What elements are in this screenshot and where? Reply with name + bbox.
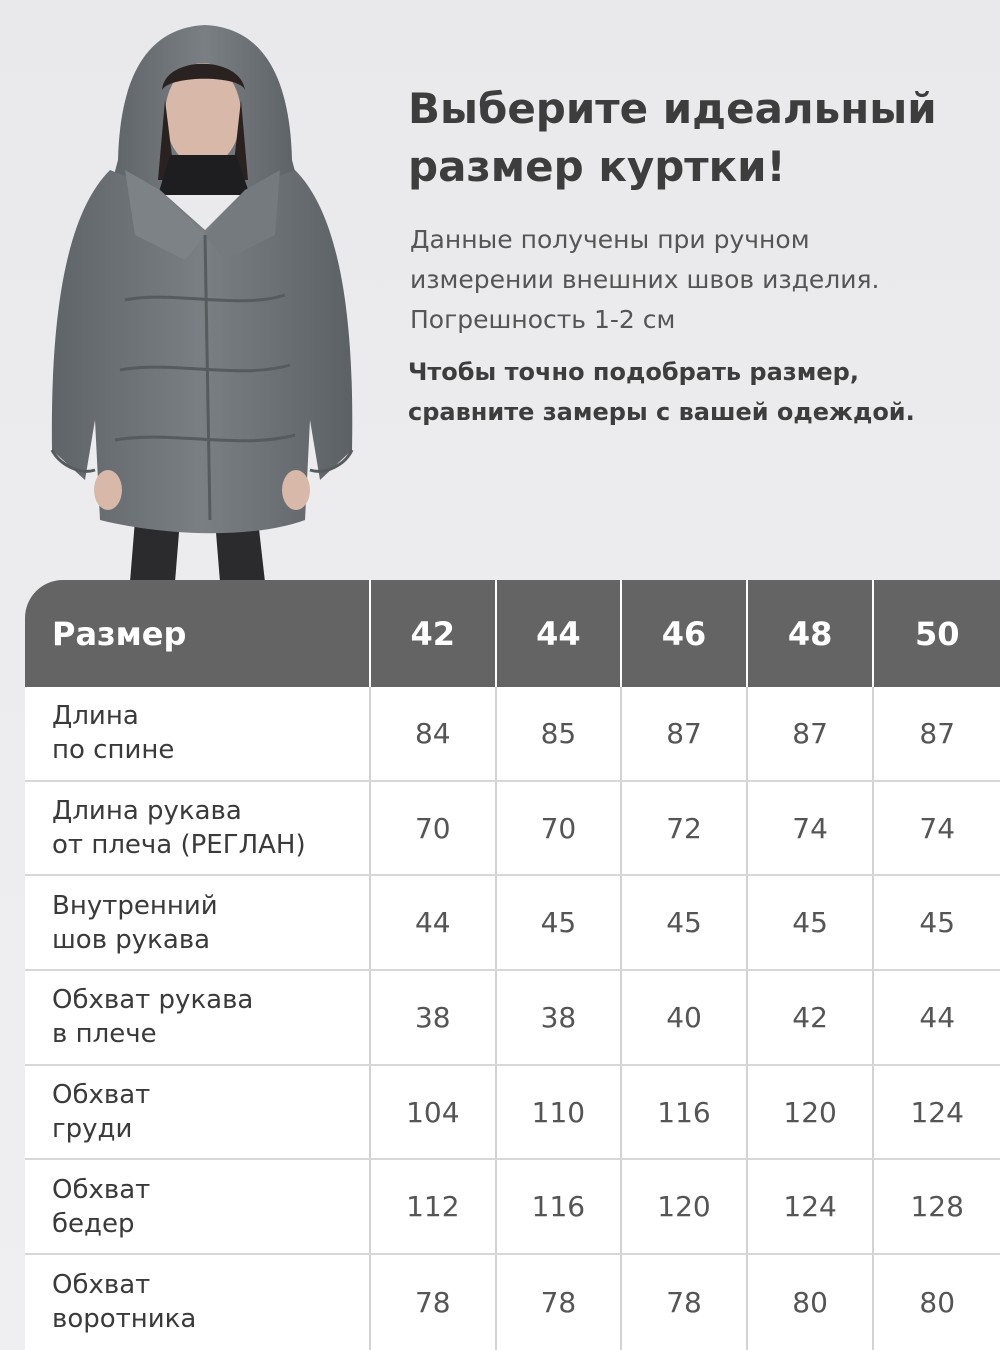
headline xyxy=(408,80,988,196)
fit-note xyxy=(408,352,998,432)
row-label-line: от плеча (РЕГЛАН) xyxy=(52,830,306,861)
table-cell: 40 xyxy=(622,971,748,1064)
row-label-line: груди xyxy=(52,1114,133,1145)
table-row xyxy=(25,1160,1000,1255)
table-cell: 87 xyxy=(622,687,748,780)
table-cell: 45 xyxy=(748,876,875,969)
row-label xyxy=(25,782,371,875)
row-label-line: бедер xyxy=(52,1208,135,1239)
headline-line-2: размер куртки! xyxy=(408,142,786,191)
header-size-50: 50 xyxy=(914,614,960,653)
row-label-line: шов рукава xyxy=(52,924,211,955)
table-row xyxy=(25,1066,1000,1161)
table-cell: 44 xyxy=(919,1000,956,1034)
table-cell: 74 xyxy=(748,782,875,875)
description-line-1: Данные получены при ручном xyxy=(410,225,810,254)
row-label xyxy=(25,971,371,1064)
description-line-3: Погрешность 1-2 см xyxy=(410,305,676,334)
row-label xyxy=(25,687,371,780)
table-cell: 87 xyxy=(748,687,875,780)
table-row xyxy=(25,1255,1000,1350)
table-cell: 120 xyxy=(748,1066,875,1159)
table-cell: 124 xyxy=(748,1160,875,1253)
row-label-line: Длина xyxy=(52,701,139,732)
header-size-44: 44 xyxy=(497,580,623,687)
table-cell: 116 xyxy=(497,1160,623,1253)
table-row xyxy=(25,971,1000,1066)
table-cell: 120 xyxy=(622,1160,748,1253)
size-table xyxy=(25,580,1000,1350)
table-cell: 84 xyxy=(371,687,497,780)
table-cell: 74 xyxy=(919,811,956,845)
table-row xyxy=(25,782,1000,877)
table-cell: 38 xyxy=(497,971,623,1064)
table-cell: 85 xyxy=(497,687,623,780)
row-label-line: Длина рукава xyxy=(52,796,242,827)
header-size-42: 42 xyxy=(371,580,497,687)
row-label-line: воротника xyxy=(52,1304,197,1335)
table-cell: 70 xyxy=(497,782,623,875)
table-cell: 45 xyxy=(919,906,956,940)
row-label-line: Обхват рукава xyxy=(52,985,254,1016)
table-cell: 78 xyxy=(371,1255,497,1350)
table-row xyxy=(25,687,1000,782)
row-label xyxy=(25,876,371,969)
product-photo xyxy=(40,20,370,582)
table-cell: 45 xyxy=(497,876,623,969)
row-label xyxy=(25,1066,371,1159)
row-label xyxy=(25,1160,371,1253)
table-cell: 70 xyxy=(371,782,497,875)
table-cell: 38 xyxy=(371,971,497,1064)
header-size-46: 46 xyxy=(622,580,748,687)
description xyxy=(410,220,990,340)
row-label-line: Обхват xyxy=(52,1080,151,1111)
table-cell: 78 xyxy=(497,1255,623,1350)
table-cell: 128 xyxy=(910,1190,964,1224)
description-line-2: измерении внешних швов изделия. xyxy=(410,265,880,294)
table-cell: 104 xyxy=(371,1066,497,1159)
header-size-label: Размер xyxy=(25,580,371,687)
table-cell: 124 xyxy=(910,1095,964,1129)
table-cell: 112 xyxy=(371,1160,497,1253)
table-cell: 110 xyxy=(497,1066,623,1159)
row-label-line: в плече xyxy=(52,1019,157,1050)
row-label-line: Внутренний xyxy=(52,890,218,921)
row-label-line: Обхват xyxy=(52,1270,151,1301)
table-cell: 78 xyxy=(622,1255,748,1350)
jacket-illustration xyxy=(40,20,370,582)
table-cell: 45 xyxy=(622,876,748,969)
row-label-line: Обхват xyxy=(52,1174,151,1205)
table-cell: 87 xyxy=(919,716,956,750)
table-cell: 42 xyxy=(748,971,875,1064)
table-cell: 72 xyxy=(622,782,748,875)
table-cell: 80 xyxy=(748,1255,875,1350)
size-table-header xyxy=(25,580,1000,687)
table-cell: 116 xyxy=(622,1066,748,1159)
row-label-line: по спине xyxy=(52,735,175,766)
fit-note-line-1: Чтобы точно подобрать размер, xyxy=(408,358,859,386)
table-cell: 44 xyxy=(371,876,497,969)
row-label xyxy=(25,1255,371,1350)
headline-line-1: Выберите идеальный xyxy=(408,84,937,133)
table-cell: 80 xyxy=(919,1285,956,1319)
header-size-48: 48 xyxy=(748,580,875,687)
fit-note-line-2: сравните замеры с вашей одеждой. xyxy=(408,398,915,426)
table-row xyxy=(25,876,1000,971)
